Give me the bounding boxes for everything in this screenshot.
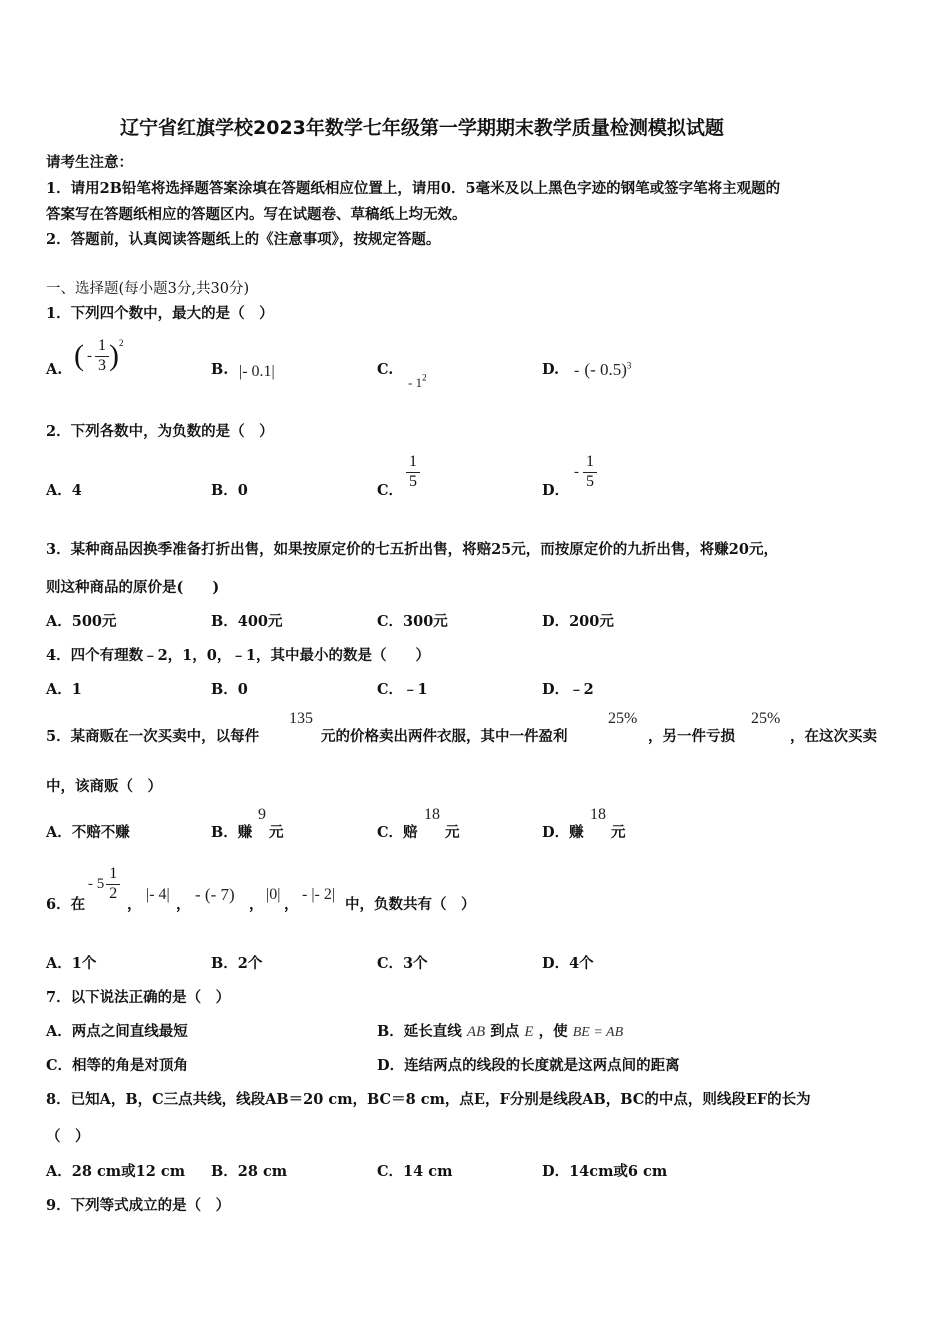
q6-expr-3: - (- 7) bbox=[195, 885, 235, 904]
q1-b-label: B. bbox=[211, 361, 229, 378]
q6-sep-4: ， bbox=[284, 896, 299, 913]
q8-b: B．28 cm bbox=[211, 1163, 288, 1180]
q5-d-unit: 元 bbox=[611, 824, 626, 841]
q7-b-text-2: 到点 bbox=[490, 1023, 520, 1040]
q4-stem: 4．四个有理数﹣2，1，0，﹣1，其中最小的数是（ ） bbox=[46, 647, 430, 664]
q4-a: A．1 bbox=[46, 681, 82, 698]
q5-stem-p3: ，另一件亏损 bbox=[648, 728, 735, 745]
q5-pct2: 25% bbox=[751, 710, 781, 727]
q1-c-base: - 1 bbox=[408, 375, 423, 390]
q6-suffix: 中，负数共有（ ） bbox=[345, 896, 476, 913]
q7-stem: 7．以下说法正确的是（ ） bbox=[46, 989, 231, 1006]
q8-stem-2: （ ） bbox=[46, 1128, 90, 1145]
q3-a: A．500元 bbox=[46, 613, 117, 630]
q6-d: D．4个 bbox=[542, 955, 594, 972]
notice-line1a: 1．请用2B铅笔将选择题答案涂填在答题纸相应位置上，请用0．5毫米及以上黑色字迹的钢笔或签字笔将主观题的 bbox=[46, 180, 781, 197]
q1-stem: 1．下列四个数中，最大的是（ ） bbox=[46, 305, 274, 322]
q7-c: C．相等的角是对顶角 bbox=[46, 1057, 189, 1074]
q2-stem: 2．下列各数中，为负数的是（ ） bbox=[46, 423, 274, 440]
q7-b-text-1: B．延长直线 bbox=[377, 1023, 462, 1040]
q1-a-exp: 2 bbox=[119, 338, 124, 348]
q1-d-expr bbox=[574, 360, 631, 380]
q1-a-frac bbox=[95, 338, 109, 375]
q8-a: A．28 cm或12 cm bbox=[46, 1163, 186, 1180]
q2-b: B．0 bbox=[211, 482, 248, 499]
q1-a-den: 3 bbox=[98, 356, 106, 374]
section-heading: 一、选择题(每小题3分,共30分) bbox=[46, 281, 250, 297]
q3-c: C．300元 bbox=[377, 613, 448, 630]
q6-expr-5: - |- 2| bbox=[302, 886, 336, 903]
q5-stem-p1: 5．某商贩在一次买卖中，以每件 bbox=[46, 728, 260, 745]
q1-a-sign: - bbox=[87, 347, 92, 364]
q3-stem-1: 3．某种商品因换季准备打折出售，如果按原定价的七五折出售，将赔25元，而按原定价的九折出售，将赚20元， bbox=[46, 541, 778, 558]
q5-stem-p4: ，在这次买卖 bbox=[790, 728, 877, 745]
q7-d: D．连结两点的线段的长度就是这两点间的距离 bbox=[377, 1057, 680, 1074]
q6-c: C．3个 bbox=[377, 955, 428, 972]
q7-b-text-3: ，使 bbox=[538, 1023, 568, 1040]
q5-d-val: 18 bbox=[590, 806, 606, 823]
q6-expr-4: |0| bbox=[266, 886, 281, 903]
q2-c-den: 5 bbox=[409, 472, 417, 490]
q5-c-label: C．赔 bbox=[377, 824, 418, 841]
q2-d-den: 5 bbox=[586, 472, 594, 490]
q5-stem-p2: 元的价格卖出两件衣服，其中一件盈利 bbox=[321, 728, 568, 745]
q5-b-unit: 元 bbox=[269, 824, 284, 841]
q5-price: 135 bbox=[289, 710, 313, 727]
q7-b-equation: BE = AB bbox=[572, 1025, 624, 1040]
q7-b-point-e: E bbox=[524, 1024, 534, 1040]
q4-d: D．﹣2 bbox=[542, 681, 594, 698]
q3-stem-2: 则这种商品的原价是( ) bbox=[46, 579, 220, 596]
q6-e1-den: 2 bbox=[109, 884, 118, 902]
q1-c-label: C. bbox=[377, 361, 394, 378]
q2-d-num: 1 bbox=[586, 453, 594, 470]
q6-sep-1: ， bbox=[127, 896, 142, 913]
page-title: 辽宁省红旗学校2023年数学七年级第一学期期末教学质量检测模拟试题 bbox=[120, 117, 724, 139]
q1-d-label: D. bbox=[542, 361, 560, 378]
notice-line2: 2．答题前，认真阅读答题纸上的《注意事项》，按规定答题。 bbox=[46, 231, 441, 248]
notice-heading: 请考生注意： bbox=[46, 154, 133, 171]
q2-c-label: C． bbox=[377, 482, 404, 499]
q5-b-label: B．赚 bbox=[211, 824, 253, 841]
q8-c: C．14 cm bbox=[377, 1163, 453, 1180]
q1-d-sign: - bbox=[574, 362, 580, 379]
q5-pct1: 25% bbox=[608, 710, 638, 727]
q2-c-frac bbox=[406, 454, 420, 491]
q1-c-expr bbox=[408, 372, 427, 391]
q7-b bbox=[377, 1020, 623, 1041]
q6-a: A．1个 bbox=[46, 955, 97, 972]
q5-c-val: 18 bbox=[424, 806, 440, 823]
q2-d-sign: - bbox=[574, 463, 579, 480]
q1-d-base: (- 0.5) bbox=[584, 360, 627, 379]
q2-d-expr bbox=[574, 454, 597, 491]
q1-a-label: A. bbox=[46, 361, 63, 378]
q6-sep-2: ， bbox=[176, 896, 191, 913]
notice-line1b: 答案写在答题纸相应的答题区内。写在试题卷、草稿纸上均无效。 bbox=[46, 206, 467, 223]
q3-b: B．400元 bbox=[211, 613, 283, 630]
q2-a: A．4 bbox=[46, 482, 82, 499]
q7-a: A．两点之间直线最短 bbox=[46, 1023, 188, 1040]
q5-d-label: D．赚 bbox=[542, 824, 584, 841]
q7-b-line-ab: AB bbox=[466, 1024, 486, 1040]
q6-expr-1 bbox=[88, 866, 120, 903]
q4-c: C．﹣1 bbox=[377, 681, 428, 698]
q1-b-expr: |- 0.1| bbox=[239, 363, 275, 380]
q1-a-expr: ( - $\frac{1}{3}$ ) $^2$ bbox=[74, 337, 124, 374]
q9-stem: 9．下列等式成立的是（ ） bbox=[46, 1197, 231, 1214]
q1-d-exp: 3 bbox=[626, 360, 632, 371]
q4-b: B．0 bbox=[211, 681, 248, 698]
q2-d-label: D． bbox=[542, 482, 570, 499]
q6-e1-int: - 5 bbox=[88, 875, 105, 892]
q6-b: B．2个 bbox=[211, 955, 263, 972]
q1-c-exp: 2 bbox=[422, 372, 427, 383]
q5-stem-2: 中，该商贩（ ） bbox=[46, 778, 162, 795]
q6-expr-2: |- 4| bbox=[146, 886, 170, 903]
q6-e1-num: 1 bbox=[109, 865, 118, 882]
q8-d: D．14cm或6 cm bbox=[542, 1163, 668, 1180]
q2-c-num: 1 bbox=[409, 453, 417, 470]
q5-a: A．不赔不赚 bbox=[46, 824, 130, 841]
q6-sep-3: ， bbox=[249, 896, 264, 913]
q3-d: D．200元 bbox=[542, 613, 614, 630]
q5-c-unit: 元 bbox=[445, 824, 460, 841]
q1-a-num: 1 bbox=[98, 337, 106, 354]
q8-stem-1: 8．已知A，B，C三点共线，线段AB＝20 cm，BC＝8 cm，点E，F分别是线段AB，BC的中点，则线段EF的长为 bbox=[46, 1091, 811, 1108]
q5-b-val: 9 bbox=[258, 806, 266, 823]
q6-prefix: 6．在 bbox=[46, 896, 86, 913]
